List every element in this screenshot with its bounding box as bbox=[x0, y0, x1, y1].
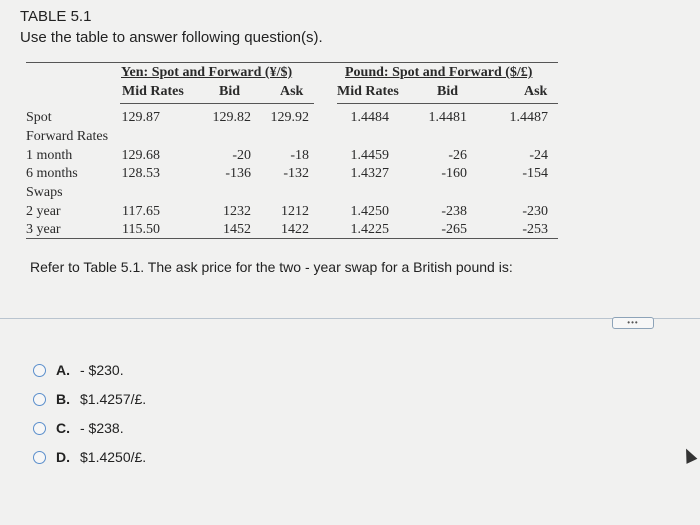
yen-ask-cell: 1212 bbox=[281, 204, 309, 219]
option-c-letter: C. bbox=[56, 420, 70, 436]
yen-bid-cell: 129.82 bbox=[212, 110, 251, 125]
section-divider bbox=[0, 318, 700, 319]
yen-mid-cell: 115.50 bbox=[122, 222, 160, 237]
pound-mid-cell: 1.4484 bbox=[350, 110, 389, 125]
radio-c[interactable] bbox=[33, 422, 46, 435]
pound-bid-cell: -160 bbox=[441, 166, 467, 181]
yen-mid-cell: 128.53 bbox=[121, 166, 160, 181]
pound-ask-cell: -253 bbox=[522, 222, 548, 237]
mouse-cursor-icon bbox=[681, 446, 698, 464]
yen-group-header: Yen: Spot and Forward (¥/$) bbox=[121, 65, 293, 80]
question-text: Refer to Table 5.1. The ask price for the two - year swap for a British pound is: bbox=[30, 259, 513, 275]
pound-mid-cell: 1.4327 bbox=[350, 166, 389, 181]
table-bottom-rule bbox=[26, 238, 558, 239]
yen-mid-header: Mid Rates bbox=[122, 84, 184, 99]
row-label-cell: Forward Rates bbox=[26, 129, 109, 144]
yen-ask-cell: 129.92 bbox=[270, 110, 309, 125]
radio-a[interactable] bbox=[33, 364, 46, 377]
option-d[interactable] bbox=[33, 449, 146, 465]
pound-ask-header: Ask bbox=[524, 84, 548, 99]
yen-bid-cell: 1452 bbox=[223, 222, 251, 237]
pound-ask-cell: -154 bbox=[522, 166, 548, 181]
yen-mid-cell: 129.68 bbox=[121, 148, 160, 163]
yen-ask-cell: -18 bbox=[290, 148, 309, 163]
yen-mid-cell: 117.65 bbox=[122, 204, 160, 219]
row-label-cell: 1 month bbox=[26, 148, 73, 163]
row-label-cell: 3 year bbox=[26, 222, 61, 237]
row-label-cell: 2 year bbox=[26, 204, 61, 219]
yen-ask-cell: 1422 bbox=[281, 222, 309, 237]
table-top-rule bbox=[26, 62, 558, 63]
option-d-letter: D. bbox=[56, 449, 70, 465]
pound-underline bbox=[337, 103, 558, 104]
option-a[interactable] bbox=[33, 362, 124, 378]
rates-table bbox=[26, 62, 558, 240]
pound-group-header: Pound: Spot and Forward ($/£) bbox=[345, 65, 533, 80]
radio-d[interactable] bbox=[33, 451, 46, 464]
yen-underline bbox=[120, 103, 314, 104]
pound-ask-cell: 1.4487 bbox=[509, 110, 548, 125]
pound-mid-cell: 1.4225 bbox=[350, 222, 389, 237]
row-label-cell: Spot bbox=[26, 110, 52, 125]
yen-ask-header: Ask bbox=[280, 84, 304, 99]
option-a-letter: A. bbox=[56, 362, 70, 378]
pound-bid-header: Bid bbox=[437, 84, 459, 99]
option-c-text: - $238. bbox=[80, 420, 124, 436]
pound-bid-cell: -26 bbox=[448, 148, 467, 163]
pound-bid-cell: 1.4481 bbox=[428, 110, 467, 125]
pound-ask-cell: -230 bbox=[522, 204, 548, 219]
yen-bid-header: Bid bbox=[219, 84, 241, 99]
yen-mid-cell: 129.87 bbox=[121, 110, 160, 125]
option-b-text: $1.4257/£. bbox=[80, 391, 147, 407]
pound-mid-cell: 1.4459 bbox=[350, 148, 389, 163]
table-title: TABLE 5.1 bbox=[20, 8, 92, 25]
option-d-text: $1.4250/£. bbox=[80, 449, 147, 465]
instructions: Use the table to answer following question(s). bbox=[20, 29, 323, 46]
radio-b[interactable] bbox=[33, 393, 46, 406]
option-b-letter: B. bbox=[56, 391, 70, 407]
yen-ask-cell: -132 bbox=[283, 166, 309, 181]
pound-bid-cell: -238 bbox=[441, 204, 467, 219]
option-a-text: - $230. bbox=[80, 362, 124, 378]
option-b[interactable] bbox=[33, 391, 146, 407]
yen-bid-cell: 1232 bbox=[223, 204, 251, 219]
yen-bid-cell: -20 bbox=[232, 148, 251, 163]
row-label-cell: Swaps bbox=[26, 185, 63, 200]
yen-bid-cell: -136 bbox=[225, 166, 251, 181]
pound-ask-cell: -24 bbox=[529, 148, 548, 163]
pound-mid-cell: 1.4250 bbox=[350, 204, 389, 219]
row-label-cell: 6 months bbox=[26, 166, 78, 181]
pound-bid-cell: -265 bbox=[441, 222, 467, 237]
option-c[interactable] bbox=[33, 420, 124, 436]
pound-mid-header: Mid Rates bbox=[337, 84, 399, 99]
more-button[interactable]: ••• bbox=[612, 317, 654, 329]
